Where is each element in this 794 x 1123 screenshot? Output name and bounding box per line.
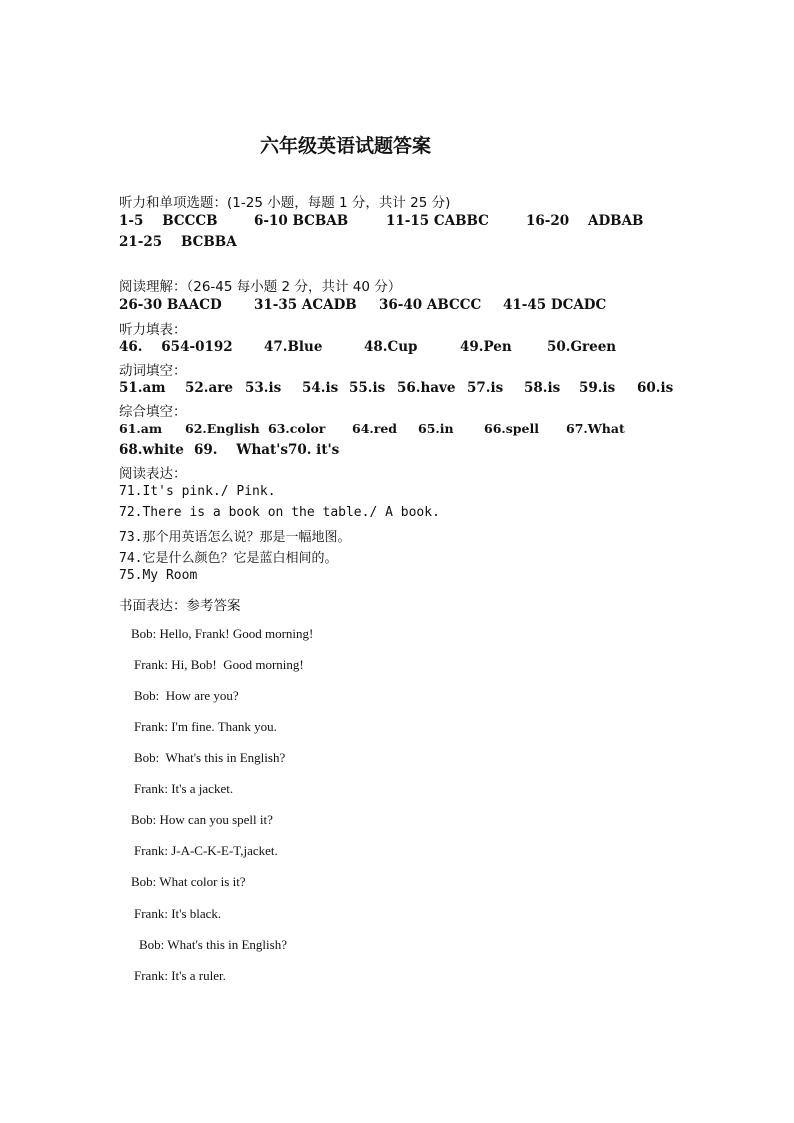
reading-expression-heading: 阅读表达： [119,466,187,482]
listening-choice-heading: 听力和单项选题：(1-25 小题，每题 1 分，共计 25 分) [119,195,451,211]
answer-item: 66.spell [484,421,539,436]
answer-group: 26-30 BAACD [119,297,222,313]
dialogue-line: Bob: What color is it? [131,874,246,889]
dialogue-line: Frank: Hi, Bob! Good morning! [134,657,304,672]
listening-choice-row-1 [119,213,679,233]
answer-item: 63.color [268,421,326,436]
dialogue-line: Frank: It's black. [134,906,222,921]
answer-item: 64.red [352,421,398,436]
answer-item: 47.Blue [264,339,323,355]
dialogue-line: Bob: How can you spell it? [131,812,273,827]
answer-item: 57.is [467,380,504,396]
page-title: 六年级英语试题答案 [260,135,432,157]
reading-expression-answer-74: 74.它是什么颜色？它是蓝白相间的。 [119,551,338,566]
listening-fill-row [119,339,639,359]
answer-group: 11-15 CABBC [386,213,489,229]
answer-item: 68.white [119,442,184,458]
answer-item: 51.am [119,380,166,396]
listening-fill-heading: 听力填表： [119,322,187,338]
reading-heading: 阅读理解：（26-45 每小题 2 分，共计 40 分） [119,279,402,295]
answer-item: 54.is [302,380,339,396]
answer-item: 48.Cup [364,339,418,355]
answer-group: 36-40 ABCCC [379,297,482,313]
listening-choice-row-2: 21-25 BCBBA [119,234,237,250]
answer-item: 61.am [119,421,163,436]
reading-expression-answer-75: 75.My Room [119,568,198,583]
answer-group: 31-35 ACADB [254,297,357,313]
answer-item: 67.What [566,421,625,436]
answer-item: 50.Green [547,339,617,355]
dialogue-line: Frank: It's a ruler. [134,968,226,983]
dialogue-line: Bob: What's this in English? [134,750,286,765]
answer-item: 58.is [524,380,561,396]
answer-group: 6-10 BCBAB [254,213,349,229]
cloze-row-2 [119,442,419,462]
dialogue-line: Frank: I'm fine. Thank you. [134,719,277,734]
dialogue-line: Bob: Hello, Frank! Good morning! [131,626,314,641]
reading-row [119,297,639,317]
answer-item: 62.English [185,421,260,436]
answer-group: 1-5 BCCCB [119,213,218,229]
reading-expression-answer-71: 71.It's pink./ Pink. [119,484,276,499]
dialogue-line: Bob: What's this in English? [139,937,287,952]
answer-group: 16-20 ADBAB [526,213,644,229]
reading-expression-answer-72: 72.There is a book on the table./ A book. [119,505,440,520]
answer-group: 41-45 DCADC [503,297,607,313]
answer-item: 59.is [579,380,616,396]
answer-item: 55.is [349,380,386,396]
cloze-row-1 [119,421,639,441]
answer-item: 69. What's [194,442,288,458]
reading-expression-answer-73: 73.那个用英语怎么说？那是一幅地图。 [119,530,351,545]
answer-item: 49.Pen [460,339,512,355]
dialogue-line: Frank: It's a jacket. [134,781,234,796]
writing-heading: 书面表达：参考答案 [119,598,241,614]
dialogue-line: Frank: J-A-C-K-E-T,jacket. [134,843,278,858]
answer-item: 65.in [418,421,454,436]
answer-item: 56.have [397,380,456,396]
answer-item: 46. 654-0192 [119,339,233,355]
answer-item: 52.are [185,380,233,396]
answer-item: 53.is [245,380,282,396]
answer-item: 70. it's [288,442,340,458]
verb-fill-row [119,380,679,400]
cloze-heading: 综合填空： [119,404,187,420]
dialogue-line: Bob: How are you? [134,688,239,703]
verb-fill-heading: 动词填空： [119,363,187,379]
answer-item: 60.is [637,380,674,396]
